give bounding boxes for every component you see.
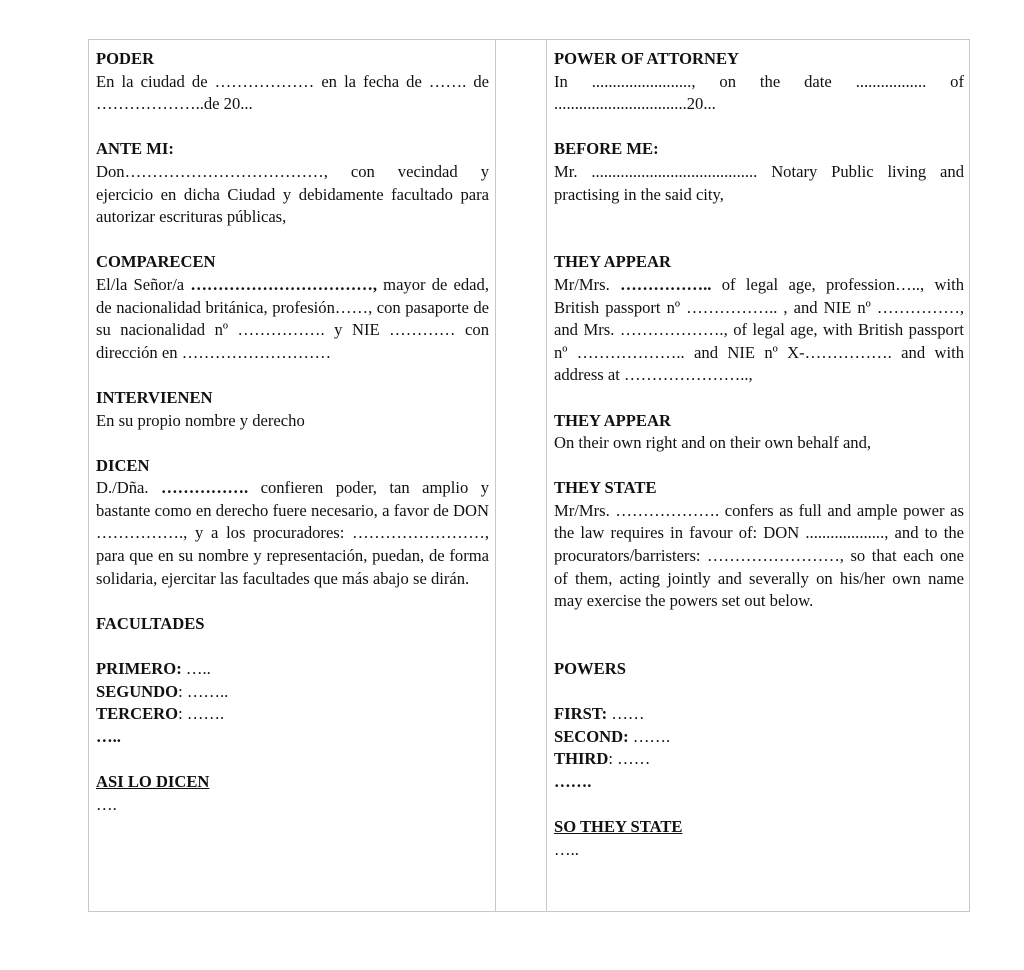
facultad-value: …..	[181, 659, 211, 679]
facultades-ellipsis: …..	[96, 726, 121, 746]
power-of-attorney-text: In ........................, on the date ................. of ................................20...	[554, 71, 964, 114]
so-they-state-heading: SO THEY STATE	[554, 817, 683, 837]
before-me-text: Mr. ........................................ Notary Public living and practising in the said city,	[554, 161, 964, 204]
facultad-label: SEGUNDO	[96, 681, 179, 701]
facultad-label: PRIMERO:	[96, 659, 182, 679]
power-value: : ……	[608, 749, 651, 769]
asi-lo-dicen-heading: ASI LO DICEN	[96, 772, 210, 791]
facultad-item	[96, 681, 489, 704]
they-appear-text	[554, 274, 964, 387]
facultad-label: TERCERO	[96, 704, 179, 724]
comparecen-text	[96, 274, 489, 364]
facultad-item	[96, 703, 489, 726]
they-appear-prefix: Mr/Mrs.	[554, 274, 621, 294]
comparecen-heading: COMPARECEN	[96, 252, 216, 272]
asi-lo-dicen-text: ….	[96, 794, 117, 814]
facultad-value: : ……..	[178, 681, 229, 701]
they-appear-name: ……………..	[620, 274, 712, 294]
so-they-state-text: …..	[554, 839, 579, 859]
powers-ellipsis: …….	[554, 772, 592, 791]
powers-heading: POWERS	[554, 659, 626, 679]
they-appear-body: of legal age, profession….., with British passport nº …………….. , and NIE nº ……………, and Mrs. ………………., of legal age, with British passport nº ……………….. and NIE nº X-……………. and with address at …………………..,	[554, 274, 964, 385]
facultad-item	[96, 658, 489, 681]
facultades-heading: FACULTADES	[96, 613, 205, 633]
dicen-heading: DICEN	[96, 455, 150, 475]
they-appear-2-heading: THEY APPEAR	[554, 410, 671, 430]
comparecen-body: mayor de edad, de nacionalidad británica, profesión……, con pasaporte de su nacionalidad nº ……………. y NIE ………… con dirección en ………………………	[96, 274, 489, 362]
dicen-text	[96, 477, 489, 590]
ante-mi-text: Don………………………………, con vecindad y ejercicio en dicha Ciudad y debidamente facultado para autorizar escrituras públicas,	[96, 161, 489, 227]
divider-column	[496, 40, 547, 911]
they-state-heading: THEY STATE	[554, 478, 657, 498]
power-label: THIRD	[554, 749, 609, 769]
power-value: ……	[607, 704, 645, 724]
english-text	[554, 48, 964, 861]
ante-mi-heading: ANTE MI:	[96, 139, 174, 159]
power-item	[554, 726, 964, 749]
dicen-body: confieren poder, tan amplio y bastante como en derecho fuere necesario, a favor de DON ……………., y a los procuradores: ……………………, para que en su nombre y representación, puedan, de forma solidaria, ejercitar las facultades que más abajo se dirán.	[96, 478, 489, 588]
power-value: …….	[628, 726, 671, 746]
they-appear-2-text: On their own right and on their own behalf and,	[554, 433, 872, 453]
they-appear-heading: THEY APPEAR	[554, 252, 671, 272]
poder-heading: PODER	[96, 49, 155, 68]
they-state-text: Mr/Mrs. ………………. confers as full and ample power as the law requires in favour of: DON ..................., and to the procurators/barristers: ……………………, so that each one of them, acting jointly and severally on his/her own name may exercise the powers set out below.	[554, 500, 964, 611]
intervienen-text: En su propio nombre y derecho	[96, 410, 305, 430]
before-me-heading: BEFORE ME:	[554, 139, 659, 159]
document-table	[88, 39, 970, 912]
english-column	[547, 40, 970, 911]
power-item	[554, 703, 964, 726]
comparecen-prefix: El/la Señor/a	[96, 274, 191, 294]
intervienen-heading: INTERVIENEN	[96, 387, 213, 407]
power-of-attorney-heading: POWER OF ATTORNEY	[554, 49, 740, 68]
spanish-column	[89, 40, 496, 911]
power-label: SECOND:	[554, 726, 629, 746]
spanish-text	[96, 48, 489, 816]
dicen-name: …………….	[161, 478, 249, 498]
power-item	[554, 748, 964, 771]
facultad-value: : …….	[178, 704, 225, 724]
dicen-prefix: D./Dña.	[96, 478, 161, 498]
comparecen-name: ……………………………,	[190, 274, 378, 294]
poder-text: En la ciudad de ……………… en la fecha de ……. de ………………..de 20...	[96, 71, 489, 114]
power-label: FIRST:	[554, 704, 608, 724]
